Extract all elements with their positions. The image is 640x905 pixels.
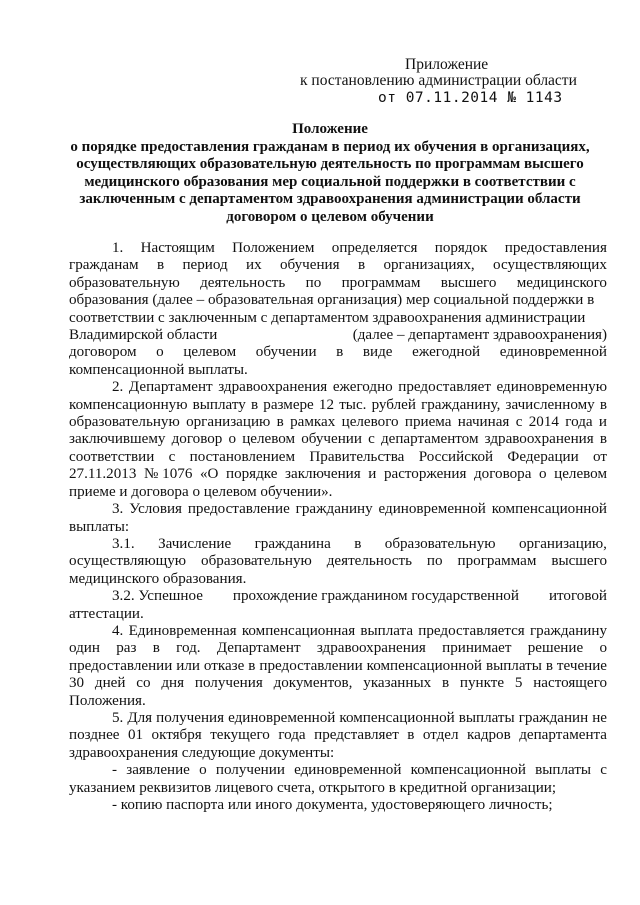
word: организацию,: [518, 535, 607, 552]
word: высшего: [440, 274, 497, 291]
word: порядок: [434, 240, 488, 256]
paragraph-3-1: [69, 536, 607, 588]
document-body: [69, 240, 607, 814]
paragraph-2: 2. Департамент здравоохранения ежегодно предоставляет единовременную компенсационную выплату в размере 12 тыс. рублей гражданину, зачисленному в образовательную организацию в рамках целевого приема начиная с 2014 года и заключившему договор о целевом обучении с департаментом здравоохранения в соответствии с постановлением Правительства Российской Федерации от 27.11.2013 №1076 «О порядке заключения и расторжения договора о целевом приеме и договора о целевом обучении».: [69, 379, 607, 500]
annex-resolution-line: к постановлению администрации области: [300, 72, 577, 89]
title-line: заключенным с департаментом здравоохранения администрации области: [79, 191, 581, 208]
paragraph-line: [69, 344, 607, 361]
word: гражданина: [254, 535, 331, 552]
paragraph-line: осуществляющую образовательную деятельность по программам высшего медицинского образования.: [69, 553, 607, 587]
title-line: о порядке предоставления гражданам в период их обучения в организациях,: [70, 138, 590, 155]
word: образовательную: [384, 535, 496, 552]
word: договором: [69, 344, 137, 361]
annex-date-number: от 07.11.2014 № 1143: [378, 90, 563, 106]
paragraph-line: [69, 240, 607, 257]
word: Положением: [232, 240, 315, 256]
word: в: [354, 535, 362, 552]
word: ежегодной: [412, 344, 481, 361]
word: 3.1.: [112, 535, 135, 552]
word: их: [246, 257, 262, 274]
word: о: [156, 344, 164, 361]
paragraph-4: 4. Единовременная компенсационная выплата предоставляется гражданину один раз в год. Департамент здравоохранения принимает решение о предоставлении или отказе в предоставлении компенсационной выплаты в течение 30 дней со дня получения документов, указанных в пункте 5 настоящего Положения.: [69, 622, 607, 709]
paragraph-line: [69, 257, 607, 274]
paragraph-line: образования (далее – образовательная организация) мер социальной поддержки в: [69, 292, 595, 309]
word: 3.2. Успешное: [112, 588, 203, 605]
word: целевом: [183, 344, 237, 361]
paragraph-1: [69, 240, 607, 379]
title-line: медицинского образования мер социальной поддержки в соответствии с: [84, 173, 576, 190]
paragraph-line: соответствии с заключенным с департаментом здравоохранения администрации: [69, 309, 586, 326]
word: образовательную: [69, 274, 180, 291]
word: программам: [341, 274, 421, 291]
paragraph-line: аттестации.: [69, 605, 144, 622]
word: осуществляющих: [493, 257, 607, 274]
paragraph-line: [69, 327, 607, 344]
word: Владимирской области: [69, 327, 218, 344]
word: 1.: [112, 240, 124, 256]
document-list-item: - копию паспорта или иного документа, удостоверяющего личность;: [112, 797, 553, 813]
paragraph-line: [69, 536, 607, 553]
title-line: осуществляющих образовательную деятельность по программам высшего: [76, 156, 584, 173]
paragraph-line: компенсационной выплаты.: [69, 361, 248, 378]
word: в: [336, 344, 344, 361]
paragraph-line: [69, 275, 607, 292]
word: прохождение гражданином государственной: [232, 588, 519, 605]
word: обучения: [279, 257, 340, 274]
word: медицинского: [516, 274, 607, 291]
document-list-item: - заявление о получении единовременной компенсационной выплаты с указанием реквизитов лицевого счета, открытого в кредитной организации;: [69, 762, 607, 796]
word: период: [182, 257, 228, 274]
word: деятельность: [200, 274, 286, 291]
title-heading: Положение: [292, 121, 368, 137]
word: по: [305, 274, 322, 291]
word: итоговой: [548, 588, 607, 605]
paragraph-3-2: [69, 588, 607, 623]
word: Зачисление: [158, 535, 232, 552]
word: гражданам: [69, 257, 139, 274]
word: виде: [362, 344, 393, 361]
paragraph-5: 5. Для получения единовременной компенсационной выплаты гражданин не позднее 01 октября текущего года представляет в отдел кадров департамента здравоохранения следующие документы:: [69, 709, 607, 761]
word: предоставления: [504, 240, 607, 256]
document-title: [60, 121, 600, 227]
word: определяется: [331, 240, 418, 256]
word: Настоящим: [140, 240, 215, 256]
paragraph-3: 3. Условия предоставление гражданину единовременной компенсационной выплаты:: [69, 501, 607, 535]
word: в: [357, 257, 366, 274]
word: в: [156, 257, 165, 274]
word: организациях,: [383, 257, 475, 274]
paragraph-line: [69, 588, 607, 605]
word: (далее – департамент здравоохранения): [352, 327, 607, 344]
title-line: договором о целевом обучении: [226, 208, 434, 225]
word: единовременной: [499, 344, 607, 361]
annex-title: Приложение: [405, 56, 489, 73]
word: обучении: [255, 344, 317, 361]
